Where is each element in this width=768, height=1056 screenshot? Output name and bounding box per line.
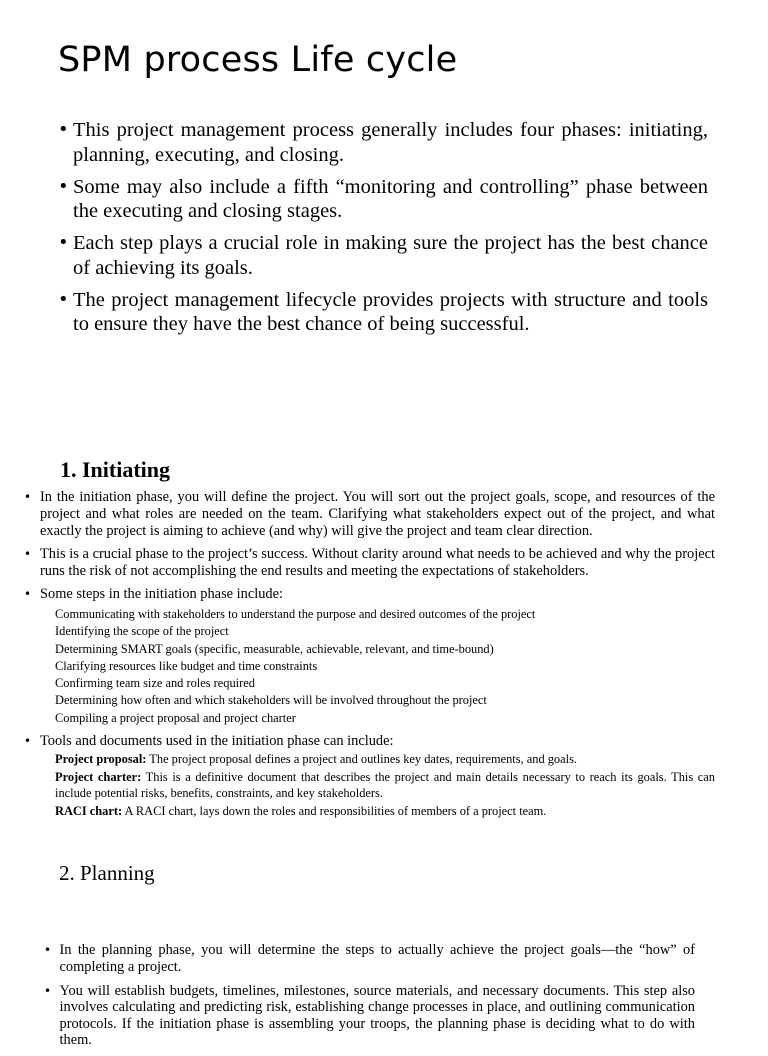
- planning-heading: 2. Planning: [59, 861, 155, 885]
- tool-term: Project charter:: [55, 769, 142, 784]
- planning-bullet: • In the planning phase, you will determine the steps to actually achieve the project goals—the “how” of completing a project.: [44, 942, 695, 975]
- initiating-bullet: • This is a crucial phase to the project’s success. Without clarity around what needs to be achieved and why the project runs the risk of not accomplishing the end results and meeting the expectations of stakeholders.: [24, 546, 715, 580]
- step-item: Communicating with stakeholders to understand the purpose and desired outcomes of the project: [55, 607, 536, 621]
- tool-term: RACI chart:: [55, 803, 123, 818]
- initiating-tools-bullet: [24, 733, 715, 819]
- tool-term: Project proposal:: [55, 752, 147, 767]
- tools-intro: Tools and documents used in the initiation phase can include:: [40, 733, 394, 750]
- initiation-tools-list: [55, 751, 715, 819]
- tool-item: [55, 769, 715, 801]
- planning-bullet-list: [44, 942, 695, 1056]
- step-item: Confirming team size and roles required: [55, 676, 255, 691]
- intro-bullet: • Each step plays a crucial role in making sure the project has the best chance of achieving its goals.: [58, 231, 708, 280]
- intro-bullet-list: [58, 118, 708, 344]
- tool-desc: The project proposal defines a project and outlines key dates, requirements, and goals.: [146, 752, 577, 767]
- initiating-bullet-list: [24, 489, 715, 825]
- page-title: SPM process Life cycle: [58, 40, 458, 80]
- intro-bullet: • Some may also include a fifth “monitoring and controlling” phase between the executing and closing stages.: [58, 175, 708, 224]
- tool-item: [55, 751, 715, 767]
- steps-intro: Some steps in the initiation phase include:: [40, 586, 284, 602]
- step-item: Determining SMART goals (specific, measurable, achievable, relevant, and time-bound): [55, 641, 494, 656]
- tool-desc: This is a definitive document that describes the project and main details necessary to reach its goals. This can include potential risks, benefits, constraints, and key stakeholders.: [55, 769, 715, 800]
- step-item: Compiling a project proposal and project charter: [55, 710, 296, 725]
- step-item: Identifying the scope of the project: [55, 624, 229, 639]
- planning-bullet: • You will establish budgets, timelines, milestones, source materials, and necessary documents. This step also involves calculating and predicting risk, establishing change processes in place, and outlining communication protocols. If the initiation phase is assembling your troops, the planning phase is deciding what to do with them.: [44, 983, 695, 1049]
- initiating-bullet: • In the initiation phase, you will define the project. You will sort out the project goals, scope, and resources of the project and what roles are needed on the team. Clarifying what stakeholders expect out of the project, and what exactly the project is aiming to achieve (and why) will give the project and team clear direction.: [24, 489, 715, 540]
- step-item: Determining how often and which stakeholders will be involved throughout the project: [55, 693, 487, 708]
- initiating-steps-bullet: [24, 586, 715, 727]
- tool-desc: A RACI chart, lays down the roles and responsibilities of members of a project team.: [122, 803, 547, 818]
- initiating-heading: 1. Initiating: [60, 457, 171, 482]
- initiation-steps-list: [55, 606, 715, 727]
- intro-bullet: • This project management process generally includes four phases: initiating, planning, executing, and closing.: [58, 118, 708, 167]
- intro-bullet: • The project management lifecycle provides projects with structure and tools to ensure they have the best chance of being successful.: [58, 288, 708, 337]
- step-item: Clarifying resources like budget and time constraints: [55, 658, 318, 673]
- tool-item: [55, 803, 715, 819]
